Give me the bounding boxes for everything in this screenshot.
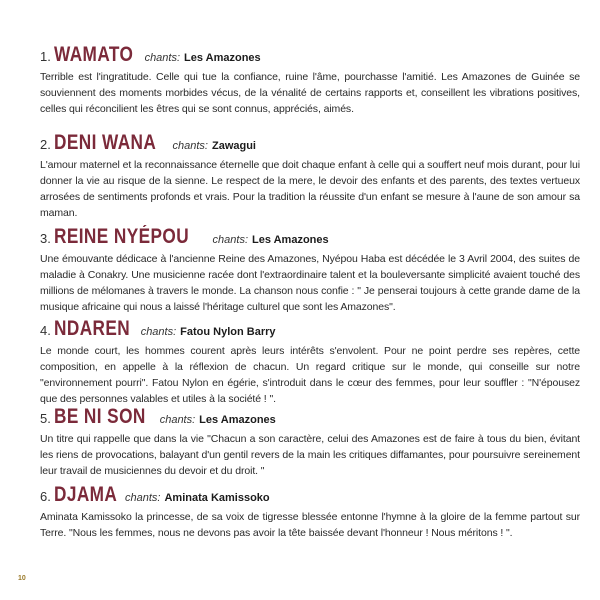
track-heading <box>40 44 580 65</box>
page-number: 10 <box>18 575 26 582</box>
track-title: REINE NYÉPOU <box>53 225 189 248</box>
track-description: Terrible est l'ingratitude. Celle qui tue la confiance, ruine l'âme, pourchasse l'amitié. Les Amazones de Guinée se souviennent des moments morbides vécus, de la vénalité de certains rapports et, conseillent les vibrations positives, celles qui réconcilient les êtres qui se sont connus, appréciés, aimés. <box>40 71 580 115</box>
track-number: 6. <box>40 489 51 504</box>
chants-label: chants: <box>172 140 208 152</box>
track-number: 5. <box>40 411 51 426</box>
track-3 <box>40 226 580 315</box>
track-singer: Aminata Kamissoko <box>164 492 270 504</box>
track-number: 4. <box>40 323 51 338</box>
chants-label: chants: <box>144 52 181 64</box>
track-title: DENI WANA <box>53 131 157 154</box>
track-singer: Les Amazones <box>252 234 329 246</box>
track-singer: Les Amazones <box>184 52 261 64</box>
chants-label: chants: <box>159 414 196 426</box>
track-heading <box>40 484 580 505</box>
track-heading <box>40 406 580 427</box>
track-heading <box>40 318 580 339</box>
track-2 <box>40 132 580 221</box>
track-title: BE NI SON <box>53 405 146 428</box>
track-heading <box>40 226 580 247</box>
track-description: Une émouvante dédicace à l'ancienne Reine des Amazones, Nyépou Haba est décédée le 3 Avril 2004, des suites de maladie à Conakry. Une musicienne racée dont l'extraordinaire talent et la bouleversante simplicité avaient touché des millions de mélomanes à travers le monde. La chanson nous confie : " Je penserai toujours à cette grande dame de la musique africaine qui nous a laissé l'héritage culturel que sont les Amazones". <box>40 253 580 313</box>
track-1 <box>40 44 580 117</box>
track-number: 1. <box>40 49 51 64</box>
chants-label: chants: <box>125 492 161 504</box>
track-heading <box>40 132 580 153</box>
chants-label: chants: <box>212 234 249 246</box>
track-number: 2. <box>40 137 51 152</box>
track-title: NDAREN <box>53 317 130 340</box>
track-description: Aminata Kamissoko la princesse, de sa voix de tigresse blessée entonne l'hymne à la gloire de la femme partout sur Terre. "Nous les femmes, nous ne devons pas avoir la tête baissée devant l'honneur ! Nous méritons ! ". <box>40 511 580 539</box>
track-singer: Zawagui <box>211 140 256 152</box>
track-number: 3. <box>40 231 51 246</box>
track-4 <box>40 318 580 407</box>
track-6 <box>40 484 580 541</box>
track-title: WAMATO <box>53 43 134 66</box>
track-singer: Fatou Nylon Barry <box>180 326 276 338</box>
track-singer: Les Amazones <box>199 414 276 426</box>
track-description: Le monde court, les hommes courent après leurs intérêts s'envolent. Pour ne point perdre ses repères, cette composition, en appelle à la réflexion de chacun. Un regard critique sur le monde, qui conseille sur notre "environnement pourri". Fatou Nylon en égérie, s'introduit dans le cœur des femmes, pour leur souffler : "N'épousez que des personnes valables et utiles à la société ! ". <box>40 345 580 405</box>
track-5 <box>40 406 580 479</box>
track-description: Un titre qui rappelle que dans la vie "Chacun a son caractère, celui des Amazones est de faire à tous du bien, évitant les riens de provocations, balayant d'un gentil revers de la main les critiques diffamantes, pour poursuivre sereinement leur travail de musiciennes du devoir et du droit. " <box>40 433 580 477</box>
chants-label: chants: <box>140 326 177 338</box>
track-title: DJAMA <box>53 483 118 506</box>
track-description: L'amour maternel et la reconnaissance éternelle que doit chaque enfant à celle qui a souffert neuf mois durant, pour lui donner la vie au risque de la sienne. Le respect de la mere, le devoir des enfants et des parents, des textes vertueux arrosées de sentiments profonds et vrais. Pour la tradition la réussite d'un enfant se mesure à l'aune de son amour sa maman. <box>40 159 580 219</box>
